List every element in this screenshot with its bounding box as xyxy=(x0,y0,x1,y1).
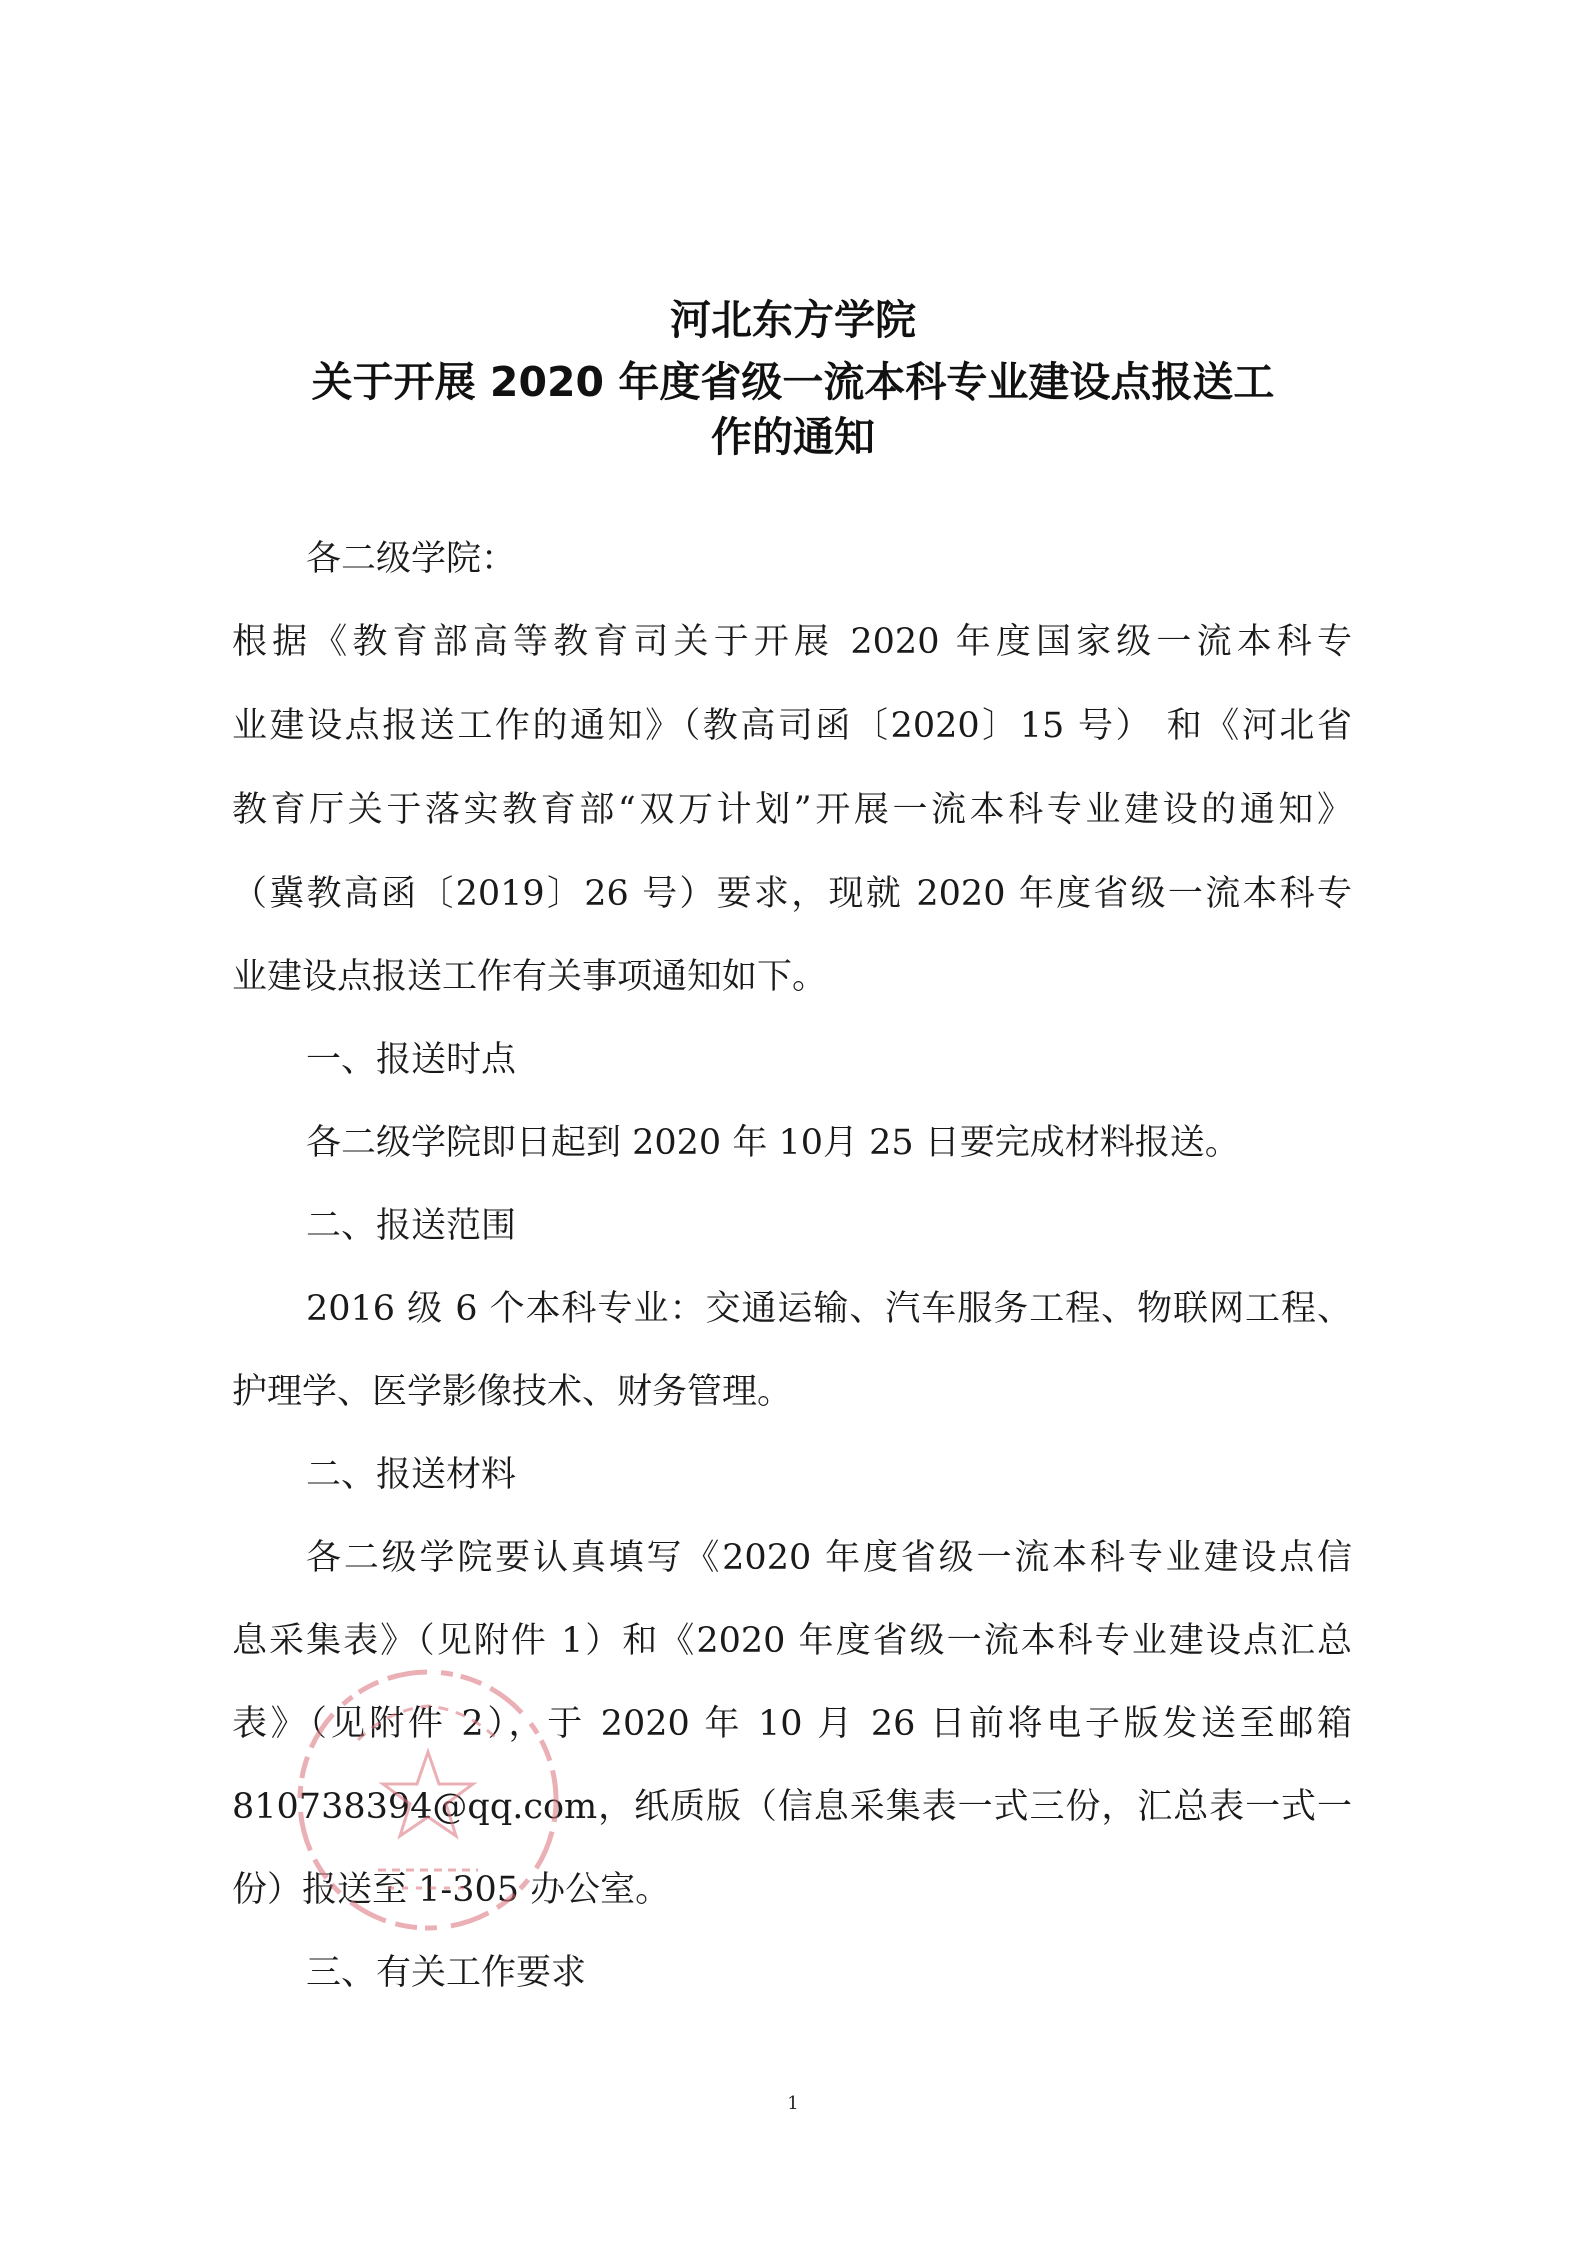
intro-line: 根据《教育部高等教育司关于开展 2020 年度国家级一流本科专 xyxy=(232,622,1352,662)
document-title-line-3: 作的通知 xyxy=(711,413,875,461)
section-text: 2016 级 6 个本科专业：交通运输、汽车服务工程、物联网工程、 xyxy=(306,1289,1352,1329)
section-text: 息采集表》（见附件 1）和《2020 年度省级一流本科专业建设点汇总 xyxy=(232,1621,1352,1661)
email-line: 810738394@qq.com，纸质版（信息采集表一式三份，汇总表一式一 xyxy=(232,1787,1352,1827)
document-title-line-1: 河北东方学院 xyxy=(670,296,916,344)
intro-line: 业建设点报送工作的通知》（教高司函〔2020〕15 号） 和《河北省 xyxy=(232,706,1352,746)
document-title-line-2: 关于开展 2020 年度省级一流本科专业建设点报送工 xyxy=(311,358,1275,406)
section-text: 各二级学院要认真填写《2020 年度省级一流本科专业建设点信 xyxy=(306,1538,1352,1578)
section-text: 护理学、医学影像技术、财务管理。 xyxy=(232,1372,793,1412)
salutation: 各二级学院： xyxy=(306,539,517,579)
page-number: 1 xyxy=(787,2093,799,2114)
section-text: 各二级学院即日起到 2020 年 10月 25 日要完成材料报送。 xyxy=(306,1123,1240,1163)
intro-line: （冀教高函〔2019〕26 号）要求，现就 2020 年度省级一流本科专 xyxy=(232,874,1352,914)
section-text: 份）报送至 1-305 办公室。 xyxy=(232,1870,671,1910)
intro-line: 业建设点报送工作有关事项通知如下。 xyxy=(232,957,828,997)
section-heading: 二、报送范围 xyxy=(306,1206,517,1246)
section-heading: 一、报送时点 xyxy=(306,1040,517,1080)
intro-line: 教育厅关于落实教育部“双万计划”开展一流本科专业建设的通知》 xyxy=(232,790,1352,830)
section-heading: 二、报送材料 xyxy=(306,1455,517,1495)
section-heading: 三、有关工作要求 xyxy=(306,1953,587,1993)
section-text: 表》（见附件 2），于 2020 年 10 月 26 日前将电子版发送至邮箱 xyxy=(232,1704,1352,1744)
